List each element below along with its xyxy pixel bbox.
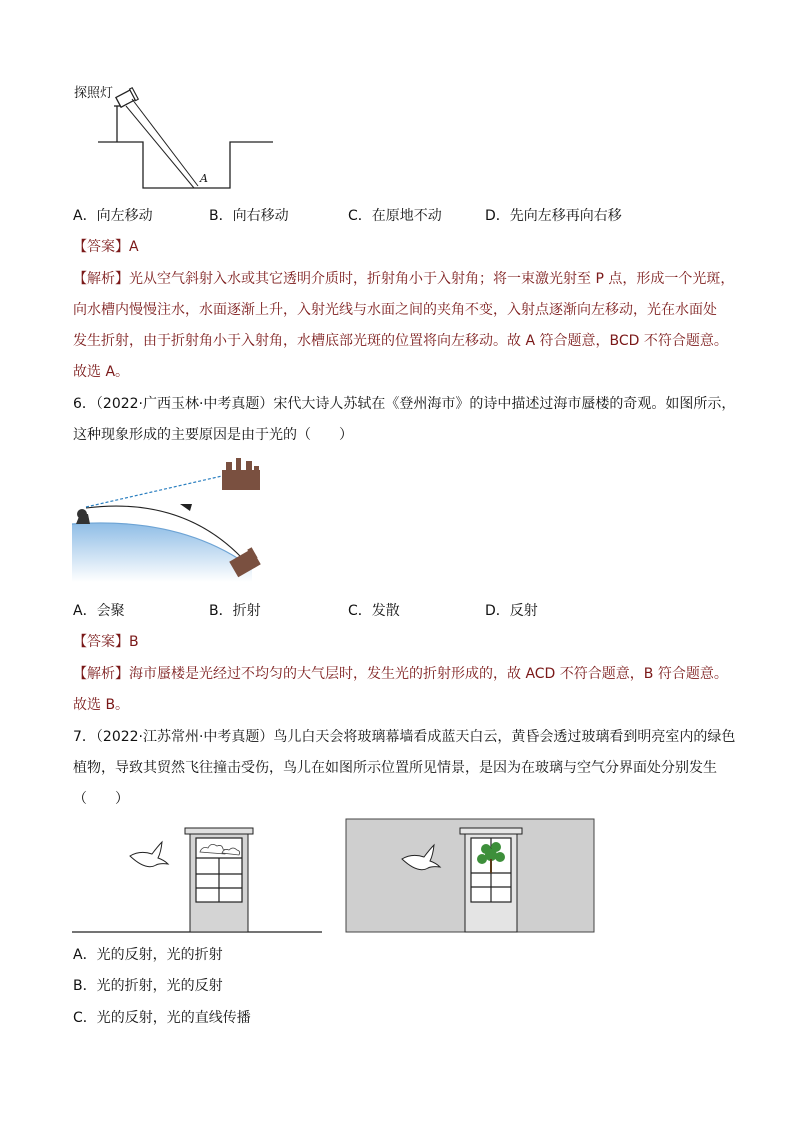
dusk-window-figure	[346, 819, 596, 933]
point-a-label: A	[200, 172, 208, 185]
q7-stem-line-3: （ ）	[73, 791, 129, 807]
q6-option-c[interactable]: C．发散	[348, 603, 400, 619]
q5-analysis-line-3: 发生折射，由于折射角小于入射角，水槽底部光斑的位置将向左移动。故 A 符合题意，BCD 不符合题意。	[73, 333, 728, 349]
q5-answer	[73, 237, 139, 257]
q6-analysis-line-1: 【解析】海市蜃楼是光经过不均匀的大气层时，发生光的折射形成的，故 ACD 不符合题意，B 符合题意。	[73, 666, 728, 682]
q6-analysis-line-2: 故选 B。	[73, 697, 130, 713]
q6-option-d[interactable]: D．反射	[485, 603, 538, 619]
q6-stem-line-1: 6．（2022·广西玉林·中考真题）宋代大诗人苏轼在《登州海市》的诗中描述过海市蜃楼的奇观。如图所示，	[73, 396, 736, 412]
q7-option-b[interactable]: B．光的折射，光的反射	[73, 978, 223, 994]
q6-option-a[interactable]: A．会聚	[73, 603, 125, 619]
q5-option-c[interactable]: C．在原地不动	[348, 208, 442, 224]
q6-answer	[73, 632, 139, 652]
answer-tag: 【答案】	[73, 634, 129, 650]
analysis-tag: 【解析】	[73, 271, 129, 287]
searchlight-label: 探照灯	[74, 86, 114, 101]
q5-option-b[interactable]: B．向右移动	[209, 208, 289, 224]
q5-analysis-line-1: 【解析】光从空气斜射入水或其它透明介质时，折射角小于入射角；将一束激光射至 P 点，形成一个光斑，	[73, 271, 735, 287]
answer-tag: 【答案】	[73, 239, 129, 255]
q6-option-b[interactable]: B．折射	[209, 603, 261, 619]
tank-diagram	[70, 84, 290, 194]
q7-option-a[interactable]: A．光的反射，光的折射	[73, 947, 223, 963]
q5-option-a[interactable]: A．向左移动	[73, 208, 153, 224]
mirage-figure	[72, 456, 272, 582]
q5-option-d[interactable]: D．先向左移再向右移	[485, 208, 622, 224]
answer-value: B	[129, 634, 139, 650]
q5-figure	[70, 84, 290, 194]
answer-value: A	[129, 239, 139, 255]
q7-option-c[interactable]: C．光的反射，光的直线传播	[73, 1010, 251, 1026]
q5-analysis-line-4: 故选 A。	[73, 364, 130, 380]
q7-stem-line-2: 植物，导致其贸然飞往撞击受伤，鸟儿在如图所示位置所见情景，是因为在玻璃与空气分界面处分别发生	[73, 760, 717, 776]
analysis-tag: 【解析】	[73, 666, 129, 682]
q7-stem-line-1: 7．（2022·江苏常州·中考真题）鸟儿白天会将玻璃幕墙看成蓝天白云，黄昏会透过玻璃看到明亮室内的绿色	[73, 729, 736, 745]
q5-analysis-line-2: 向水槽内慢慢注水，水面逐渐上升，入射光线与水面之间的夹角不变，入射点逐渐向左移动，光在水面处	[73, 302, 717, 318]
daytime-window-figure	[72, 824, 332, 936]
q6-stem-line-2: 这种现象形成的主要原因是由于光的（ ）	[73, 427, 353, 443]
